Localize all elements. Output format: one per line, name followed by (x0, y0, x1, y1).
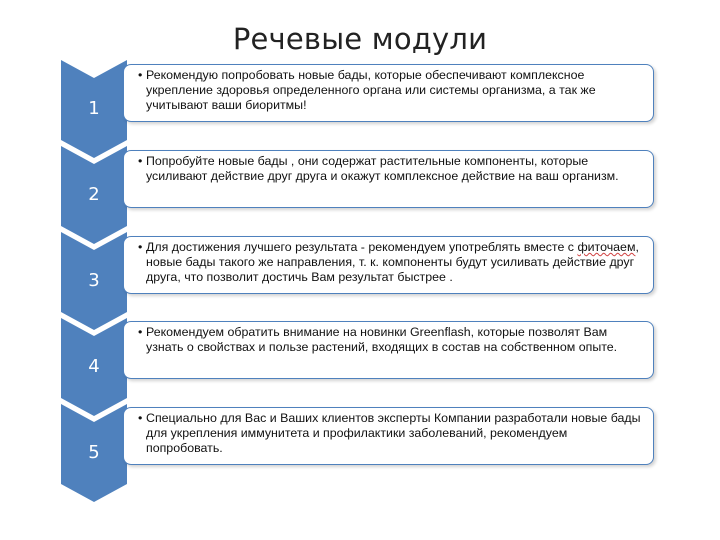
step-text-1-content: Рекомендую попробовать новые бады, которые обеспечивают комплексное укрепление здоровья определенного органа или системы организма, а так же учитывают ваши биоритмы! (146, 68, 596, 112)
step-chevron-3 (61, 232, 127, 330)
step-text-2-content: Попробуйте новые бады , они содержат растительные компоненты, которые усиливают действие друг друга и окажут комплексное действие на ваш организм. (146, 154, 619, 183)
step-text-4 (138, 325, 647, 355)
spellcheck-word: фиточаем (577, 240, 636, 254)
step-chevron-4 (61, 318, 127, 416)
step-box-2 (123, 150, 654, 208)
step-box-1 (123, 64, 654, 122)
step-text-3-content: Для достижения лучшего результата - рекомендуем употреблять вместе с фиточаем, новые бады такого же направления, т. к. компоненты будут усиливать действие друг друга, что позволит достичь Вам результат быстрее . (146, 240, 639, 284)
step-text-1 (138, 68, 647, 113)
step-box-4 (123, 321, 654, 379)
slide-title: Речевые модули (232, 22, 488, 56)
step-text-5-content: Специально для Вас и Ваших клиентов эксперты Компании разработали новые бады для укрепления иммунитета и профилактики заболеваний, рекомендуем попробовать. (146, 411, 641, 455)
step-box-3 (123, 236, 654, 294)
bullet-icon: • (138, 411, 143, 425)
step-text-5 (138, 411, 647, 456)
step-number-1: 1 (88, 98, 100, 119)
bullet-icon: • (138, 325, 143, 339)
step-chevron-2 (61, 146, 127, 244)
step-number-2: 2 (88, 184, 100, 205)
step-text-3 (138, 240, 647, 285)
step-text-4-content: Рекомендуем обратить внимание на новинки Greenflash, которые позволят Вам узнать о свойствах и пользе растений, входящих в состав на собственном опыте. (146, 325, 618, 354)
step-chevron-1 (61, 60, 127, 158)
step-box-5 (123, 407, 654, 465)
bullet-icon: • (138, 154, 143, 168)
step-chevron-5 (61, 404, 127, 502)
bullet-icon: • (138, 68, 143, 82)
step-number-5: 5 (88, 442, 100, 463)
step-number-3: 3 (88, 270, 100, 291)
bullet-icon: • (138, 240, 143, 254)
step-number-4: 4 (88, 356, 100, 377)
step-text-2 (138, 154, 647, 184)
